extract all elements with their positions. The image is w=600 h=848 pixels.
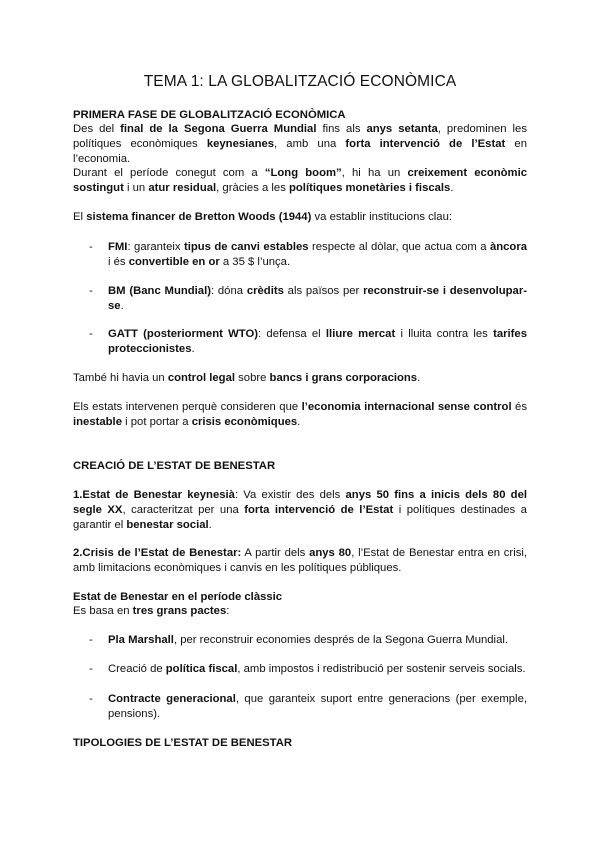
- bold-text: tipus de canvi estables: [183, 241, 309, 253]
- text-run: .: [417, 372, 421, 384]
- text-run: .: [208, 519, 212, 531]
- list-item: [108, 633, 527, 648]
- paragraph: [73, 371, 527, 386]
- list-bullet: -: [89, 663, 93, 675]
- paragraph: [73, 122, 527, 167]
- list-item: [108, 284, 527, 314]
- list-item: [108, 662, 527, 677]
- list-bullet: -: [89, 241, 93, 253]
- bold-text: 2.Crisis de l’Estat de Benestar:: [73, 547, 242, 559]
- text-run: El: [73, 211, 87, 223]
- text-run: va establir institucions clau:: [311, 211, 453, 223]
- bold-text: final de la Segona Guerra Mundial: [120, 123, 317, 135]
- bold-text: forta intervenció de l’Estat: [345, 138, 506, 150]
- bold-text: GATT (posteriorment WTO): [108, 328, 259, 340]
- text-run: als països per: [283, 285, 364, 297]
- bold-text: bancs i grans corporacions: [269, 372, 418, 384]
- paragraph: [73, 210, 527, 225]
- bold-text: sistema financer de Bretton Woods (1944): [86, 211, 312, 223]
- text-run: A partir dels: [241, 547, 310, 559]
- list-bullet: -: [89, 634, 93, 646]
- text-run: , l’Estat de Benestar entra en crisi, amb limitacions econòmiques i canvis en les polítiques públiques.: [73, 547, 527, 574]
- bold-text: reconstruir-se i desenvolupar-se: [108, 285, 527, 312]
- text-run: Es basa en: [73, 605, 133, 617]
- bold-text: anys 80: [309, 547, 352, 559]
- sub-heading: Estat de Benestar en el període clàssic: [73, 591, 283, 603]
- text-run: .: [191, 343, 195, 355]
- text-run: : garanteix: [127, 241, 184, 253]
- text-run: Els estats intervenen perquè consideren que: [73, 401, 302, 413]
- section-heading-welfare-state: CREACIÓ DE L’ESTAT DE BENESTAR: [73, 460, 276, 472]
- section-heading-first-phase: PRIMERA FASE DE GLOBALITZACIÓ ECONÒMICA: [73, 109, 346, 121]
- bold-text: tres grans pactes: [132, 605, 227, 617]
- text-run: respecte al dòlar, que actua com a: [308, 241, 490, 253]
- text-run: Creació de: [108, 663, 166, 675]
- text-run: i és: [108, 256, 129, 268]
- text-run: i lluita contra les: [395, 328, 494, 340]
- text-run: sobre: [235, 372, 270, 384]
- list-bullet: -: [89, 328, 93, 340]
- bold-text: Contracte generacional: [108, 693, 236, 705]
- paragraph: [73, 166, 527, 196]
- bold-text: polítiques monetàries i fiscals: [289, 182, 451, 194]
- text-run: També hi havia un: [73, 372, 168, 384]
- text-run: és: [511, 401, 527, 413]
- bold-text: inestable: [73, 416, 122, 428]
- paragraph: [73, 400, 527, 430]
- paragraph: [73, 488, 527, 533]
- text-run: , hi ha un: [341, 167, 408, 179]
- paragraph: [73, 546, 527, 576]
- text-run: fins als: [316, 123, 367, 135]
- list-item: [108, 327, 527, 357]
- bold-text: 1.Estat de Benestar keynesià: [73, 489, 235, 501]
- bold-text: anys 50 fins a inicis dels 80 del segle XX: [73, 489, 528, 516]
- bold-text: tarifes proteccionistes: [108, 328, 527, 355]
- bold-text: crèdits: [246, 285, 284, 297]
- list-bullet: -: [89, 285, 93, 297]
- text-run: i un: [123, 182, 149, 194]
- bold-text: control legal: [167, 372, 235, 384]
- section-heading-typologies: TIPOLOGIES DE L’ESTAT DE BENESTAR: [73, 737, 293, 749]
- text-run: i pot portar a: [121, 416, 192, 428]
- text-run: , caracteritzat per una: [122, 504, 245, 516]
- bold-text: lliure mercat: [325, 328, 396, 340]
- text-run: i polítiques destinades a garantir el: [73, 504, 527, 531]
- text-run: , amb una: [274, 138, 346, 150]
- bold-text: FMI: [108, 241, 128, 253]
- list-bullet: -: [89, 693, 93, 705]
- text-run: : Va existir des dels: [234, 489, 346, 501]
- bold-text: anys setanta: [366, 123, 438, 135]
- text-run: en l’economia.: [73, 138, 527, 165]
- bold-text: l’economia internacional sense control: [301, 401, 512, 413]
- bold-text: BM (Banc Mundial): [108, 285, 211, 297]
- text-run: , gràcies a les: [216, 182, 289, 194]
- bold-text: keynesianes: [206, 138, 275, 150]
- bold-text: creixement econòmic sostingut: [73, 167, 527, 194]
- text-run: : defensa el: [258, 328, 326, 340]
- text-run: , que garanteix suport entre generacions (per exemple, pensions).: [108, 693, 527, 720]
- bold-text: àncora: [489, 241, 528, 253]
- bold-text: forta intervenció de l’Estat: [244, 504, 394, 516]
- bold-text: benestar social: [126, 519, 209, 531]
- text-run: .: [120, 300, 124, 312]
- bold-text: política fiscal: [165, 663, 238, 675]
- text-run: , predominen les polítiques econòmiques: [73, 123, 527, 150]
- list-item: [108, 240, 527, 270]
- bold-text: Pla Marshall: [108, 634, 174, 646]
- text-run: Des del: [73, 123, 121, 135]
- text-run: Durant el període conegut com a: [73, 167, 265, 179]
- text-run: a 35 $ l’unça.: [219, 256, 291, 268]
- list-item: [108, 692, 527, 722]
- text-run: .: [297, 416, 301, 428]
- page-title: TEMA 1: LA GLOBALITZACIÓ ECONÒMICA: [143, 73, 457, 90]
- text-run: , amb impostos i redistribució per sostenir serveis socials.: [237, 663, 526, 675]
- text-run: .: [450, 182, 454, 194]
- text-run: , per reconstruir economies després de la Segona Guerra Mundial.: [173, 634, 509, 646]
- paragraph: [73, 604, 527, 619]
- text-run: :: [226, 605, 230, 617]
- bold-text: “Long boom”: [264, 167, 342, 179]
- bold-text: crisis econòmiques: [191, 416, 298, 428]
- bold-text: atur residual: [148, 182, 217, 194]
- bold-text: convertible en or: [128, 256, 220, 268]
- text-run: : dóna: [210, 285, 247, 297]
